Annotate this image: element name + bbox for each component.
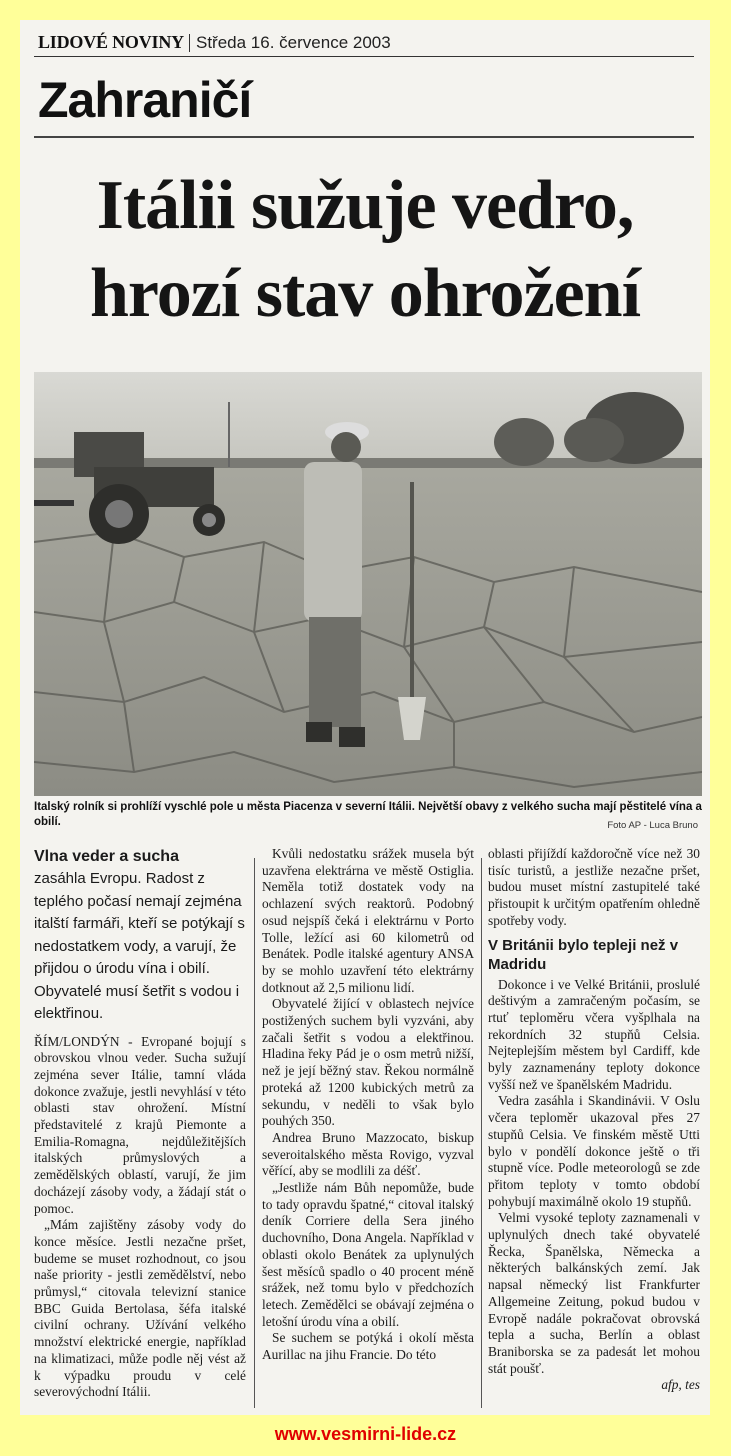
column3-paragraph: Dokonce i ve Velké Británii, proslulé deštivým a zamračeným počasím, se rtuť teploměru včera vyšplhala na rekordních 32 stupňů Celsia. Nejteplejším městem byl Cardiff, kde byly zaznamenány teploty dokonce vyšší než ve španělském Madridu. (488, 976, 700, 1092)
headline-line-1: Itálii sužuje vedro, (96, 167, 634, 244)
newspaper-name: LIDOVÉ NOVINY (38, 32, 184, 52)
author-signature: afp, tes (661, 1377, 700, 1393)
photo-credit: Foto AP - Luca Bruno (607, 820, 698, 831)
column2-paragraph: Andrea Bruno Mazzocato, biskup severoitalského města Rovigo, vyzval věřící, aby se modlili za déšť. (262, 1129, 474, 1179)
masthead-divider (189, 34, 190, 52)
column3-intro: oblasti přijíždí každoročně více než 30 tisíc turistů, a jestliže nezačne pršet, budou muset místní zastupitelé také přistoupit k určitým opatřením ohledně spotřeby vody. (488, 846, 700, 928)
photo-caption: Italský rolník si prohlíží vyschlé pole u města Piacenza v severní Itálii. Největší obavy z velkého sucha mají pěstitelé vína a obilí. (34, 801, 702, 828)
column2-paragraph: „Jestliže nám Bůh nepomůže, bude to tady opravdu špatné,“ citoval italský deník Corriere della Sera jiného duchovního, Dona Angela. Například v oblasti okolo Benátek za uplynulých šest měsíců spadlo o 40 procent méně srážek, než tomu bylo v předchozích letech. Zemědělci se obávají zejména o letošní úrodu vína a obilí. (262, 1180, 474, 1329)
section-title: Zahraničí (38, 72, 252, 128)
article-column-2 (262, 846, 474, 1364)
article-column-3 (488, 846, 700, 1394)
lead-text: zasáhla Evropu. Radost z teplého počasí nemají zejména italští farmáři, kteří se potýkají s nedostatkem vody, a varují, že přijdou o úrodu vína i obilí. Obyvatelé musí šetřit s vodou i elektřinou. (34, 870, 245, 1022)
column3-paragraph: Vedra zasáhla i Skandinávii. V Oslu včera teploměr ukazoval přes 27 stupňů Celsia. Ve finském městě Utti bylo v pondělí dokonce ještě o tři stupně více. Podle meteorologů se zde přitom teploty v tomto období pohybují maximálně okolo 19 stupňů. (488, 1093, 700, 1209)
news-photo (34, 372, 702, 796)
column2-paragraph: Obyvatelé žijící v oblastech nejvíce postižených suchem byli vyzváni, aby začali šetřit s vodou a elektřinou. Hladina řeky Pád je o osm metrů nižší, než je její běžný stav. Řekou normálně proteká až 1200 kubických metrů za sekundu, v neděli to však bylo pouhých 350. (262, 996, 474, 1129)
subheadline: V Británii bylo tepleji než v Madridu (488, 936, 679, 973)
section-divider (34, 136, 694, 138)
lead-title: Vlna veder a sucha (34, 848, 179, 865)
column2-paragraph: Se suchem se potýká i okolí města Aurillac na jihu Francie. Do této (262, 1330, 474, 1363)
newspaper-clipping (20, 20, 710, 1415)
masthead (34, 32, 694, 57)
column3-paragraph: Velmi vysoké teploty zaznamenali v uplynulých dnech také obyvatelé Řecka, Španělska, Německa a některých balkánských zemí. Jak napsal německý list Frankfurter Allgemeine Zeitung, pokud budou v Evropě nadále pokračovat obrovská tepla a sucha, Berlín a oblast Braniborska se za padesát let mohou stát poušť. (488, 1210, 700, 1376)
column-divider (481, 858, 482, 1408)
article-column-1 (34, 846, 246, 1401)
column1-paragraph: „Mám zajištěny zásoby vody do konce měsíce. Jestli nezačne pršet, budeme se muset rozhodnout, co jsou naše priority - jestli zemědělství, nebo průmysl,“ citovala televizní stanice BBC Guida Bertolasa, šéfa italské civilní ochrany. Užívání velkého množství elektrické energie, například na klimatizaci, může podle něj vést až k výpadku proudu v celé severovýchodní Itálii. (34, 1217, 246, 1400)
issue-date: Středa 16. července 2003 (196, 33, 391, 52)
drought-field-photo-image (34, 372, 702, 796)
article-headline (20, 162, 710, 338)
website-link[interactable]: www.vesmirni-lide.cz (274, 1424, 457, 1444)
column-divider (254, 858, 255, 1408)
headline-line-2: hrozí stav ohrožení (89, 255, 641, 332)
column1-paragraph: ŘÍM/LONDÝN - Evropané bojují s obrovskou vlnou veder. Sucha sužují zejména sever Itálie, tamní vláda dokonce zvažuje, jestli nevyhlásí v této oblasti stav ohrožení. Místní představitelé z krajů Piemonte a Emilia-Romagna, nejdůležitějších italských průmyslových a zemědělských oblastí, varují, že jim docházejí zásoby vody, a žádají stát o pomoc. (34, 1033, 246, 1216)
column2-paragraph: Kvůli nedostatku srážek musela být uzavřena elektrárna ve městě Ostiglia. Neměla totiž dostatek vody na ochlazení svých reaktorů. Podobný osud nejspíš čeká i elektrárnu v Porto Tolle, ležící asi 60 kilometrů od Benátek. Podle italské agentury ANSA by se mohlo uzavření této elektrárny dotknout až 2,5 milionu lidí. (262, 846, 474, 995)
